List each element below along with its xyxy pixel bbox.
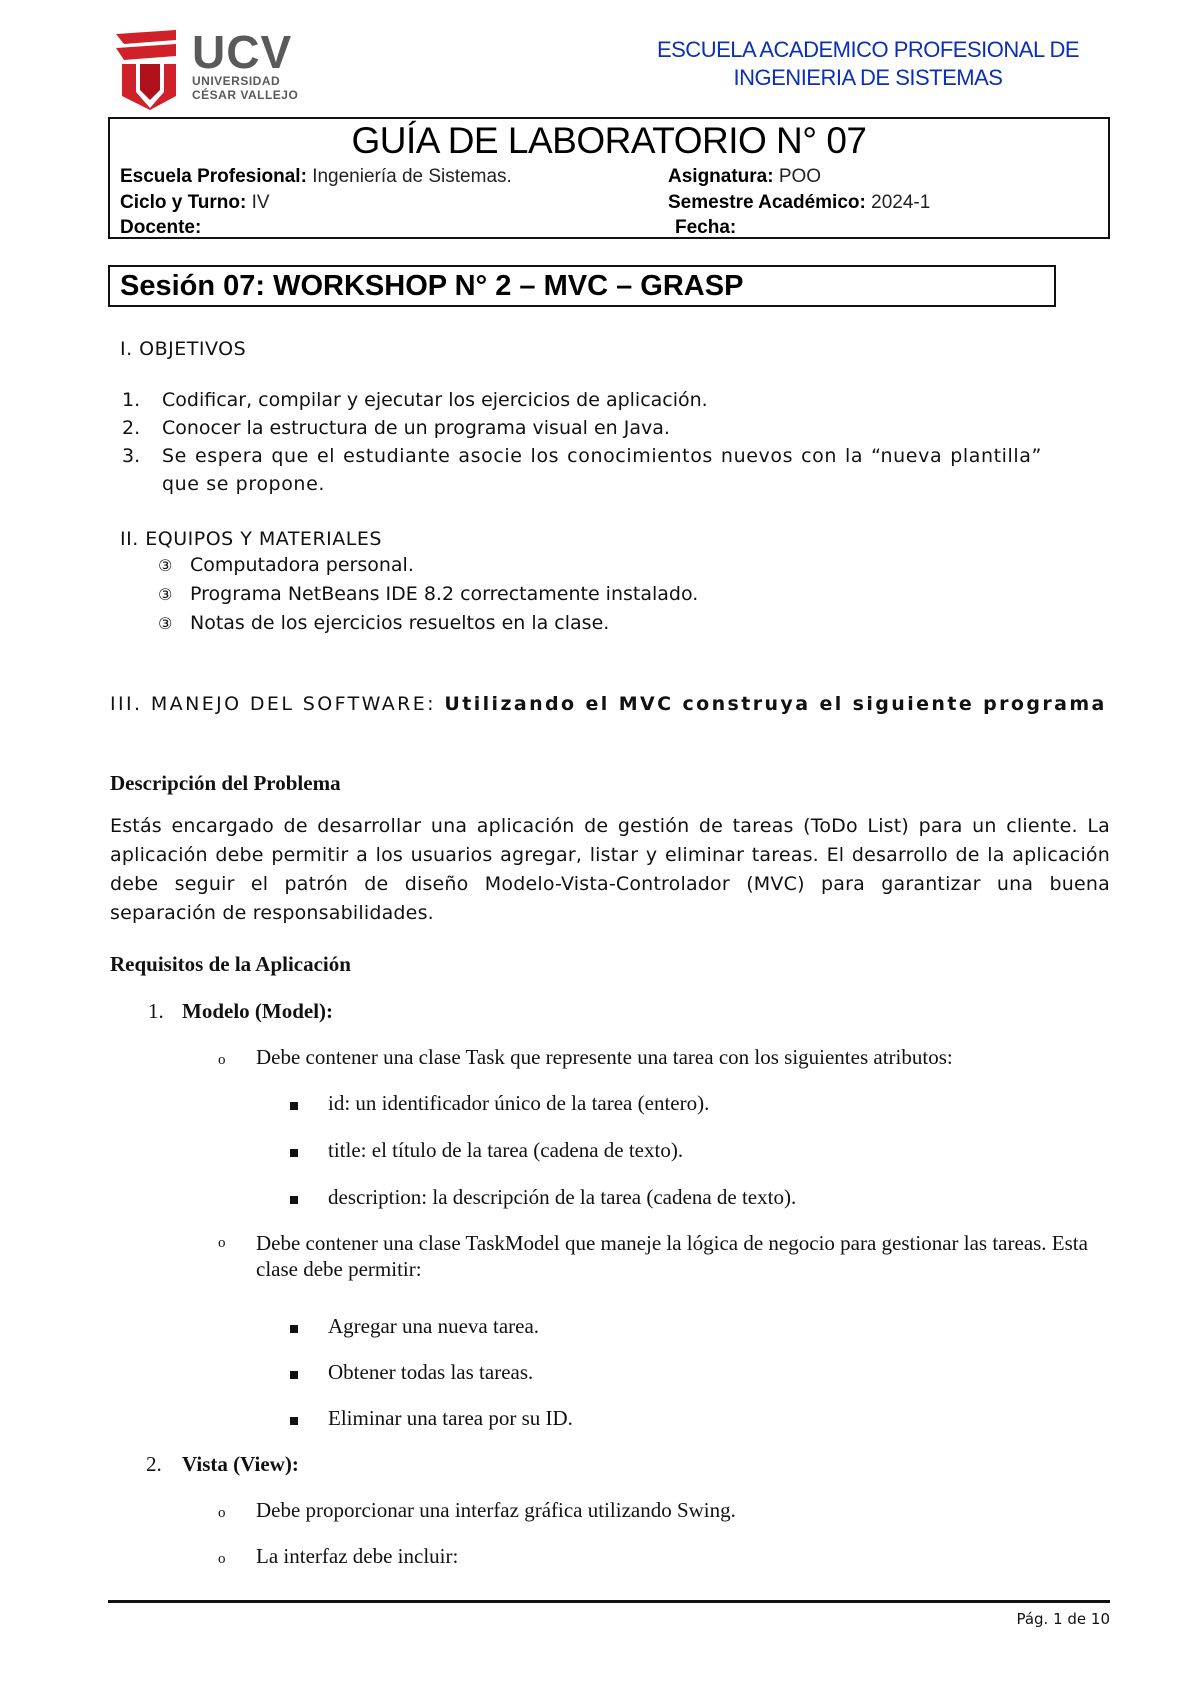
descripcion-text: Estás encargado de desarrollar una aplicación de gestión de tareas (ToDo List) para un cliente. La aplicación debe permitir a los usuarios agregar, listar y eliminar tareas. El desarrollo de la aplicación debe seguir el patrón de diseño Modelo-Vista-Controlador (MVC) para garantizar una buena separación de responsabilidades. [110,815,1110,924]
semestre-row [668,191,930,215]
objetivos-list [122,386,1042,498]
square-bullet-icon [290,1371,298,1379]
list-item: o La interfaz debe incluir: [218,1544,459,1568]
asignatura-label: Asignatura: [668,166,774,187]
list-item: 1. Codificar, compilar y ejecutar los ejercicios de aplicación. [122,389,708,411]
modelo-label: Modelo (Model): [182,999,334,1023]
asignatura-value: POO [778,166,822,187]
logo-line1: UNIVERSIDAD [192,74,281,88]
ciclo-value: IV [251,192,270,213]
list-item: Obtener todas las tareas. [290,1359,533,1385]
circled-3-icon: ③ [158,614,173,633]
square-bullet-icon [290,1196,298,1204]
guide-title: GUÍA DE LABORATORIO N° 07 [351,120,867,161]
manejo-heading-part2: Utilizando el MVC construya el siguiente programa [444,693,1107,715]
school-name [638,36,1098,92]
circled-3-icon: ③ [158,585,173,604]
square-bullet-icon [290,1102,298,1110]
session-title: Sesión 07: WORKSHOP N° 2 – MVC – GRASP [108,265,1056,307]
list-item: o Debe contener una clase TaskModel que maneje la lógica de negocio para gestionar las tareas. Esta clase debe permitir: [218,1231,1088,1281]
square-bullet-icon [290,1417,298,1425]
docente-label: Docente: [120,217,202,238]
list-item: 3. Se espera que el estudiante asocie los conocimientos nuevos con la “nueva plantilla” que se propone. [122,445,1042,495]
vista-item: 2. Vista (View): [146,1452,299,1476]
equipos-heading: II. EQUIPOS Y MATERIALES [120,528,382,550]
objetivos-heading: I. OBJETIVOS [120,338,247,360]
footer-divider [108,1600,1110,1603]
list-item: ③ Computadora personal. [158,551,698,580]
list-item: o Debe contener una clase Task que represente una tarea con los siguientes atributos: [218,1045,953,1069]
fecha-row [675,216,736,240]
escuela-label: Escuela Profesional: [120,166,307,187]
page-number: Pág. 1 de 10 [1016,1610,1110,1628]
list-item: description: la descripción de la tarea (cadena de texto). [290,1184,796,1210]
asignatura-row [668,165,821,189]
equipos-list [158,551,698,638]
ucv-logo [116,26,316,110]
school-line1: ESCUELA ACADEMICO PROFESIONAL DE [656,37,1080,62]
square-bullet-icon [290,1325,298,1333]
fecha-label: Fecha: [675,217,737,238]
docente-row [120,216,201,240]
manejo-heading-part1: III. MANEJO DEL SOFTWARE: [110,693,436,715]
list-item: Agregar una nueva tarea. [290,1313,539,1339]
list-item: id: un identificador único de la tarea (entero). [290,1090,709,1116]
ciclo-row [120,191,270,215]
list-item: title: el título de la tarea (cadena de texto). [290,1137,683,1163]
square-bullet-icon [290,1149,298,1157]
semestre-value: 2024-1 [871,192,931,213]
escuela-row [120,165,512,189]
manejo-heading [110,690,1110,719]
list-item: Eliminar una tarea por su ID. [290,1405,573,1431]
circled-3-icon: ③ [158,556,173,575]
list-item: o Debe proporcionar una interfaz gráfica utilizando Swing. [218,1498,736,1522]
school-line2: INGENIERIA DE SISTEMAS [733,65,1003,90]
list-item: 2. Conocer la estructura de un programa visual en Java. [122,417,670,439]
requisitos-heading: Requisitos de la Aplicación [110,952,351,976]
semestre-label: Semestre Académico: [668,192,866,213]
ciclo-label: Ciclo y Turno: [120,192,247,213]
escuela-value: Ingeniería de Sistemas. [312,166,512,187]
ucv-shield-icon [116,30,182,110]
logo-name: UCV [192,26,293,78]
descripcion-heading: Descripción del Problema [110,771,341,795]
list-item: ③ Programa NetBeans IDE 8.2 correctamente instalado. [158,580,698,609]
list-item: ③ Notas de los ejercicios resueltos en la clase. [158,609,698,638]
vista-label: Vista (View): [182,1452,299,1476]
logo-line2: CÉSAR VALLEJO [192,88,299,102]
modelo-item: 1. Modelo (Model): [148,999,334,1023]
